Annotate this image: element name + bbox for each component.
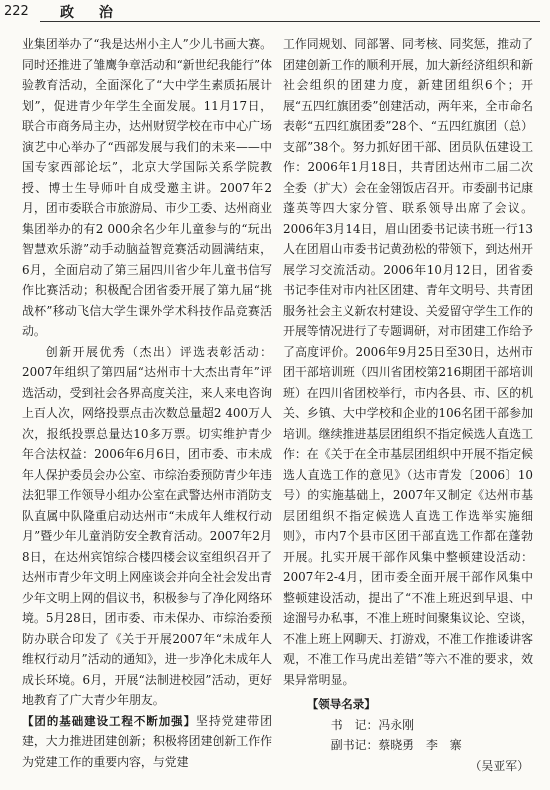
- section-paragraph: [22, 711, 272, 773]
- page-header: [4, 2, 540, 22]
- page-number: 222: [4, 4, 29, 19]
- section-text: 坚持党建带团建，大力推进团建创新；积极将团建创新工作作为党建工作的重要内容，与党建: [22, 713, 272, 769]
- paragraph: 创新开展优秀（杰出）评选表彰活动：2007年组织了第四届“达州市十大杰出青年”评选活动，受到社会各界高度关注，来人来电咨询上百人次，网络投票点击次数总量超2 400万人次，报纸投票总量达10多万票。切实维护青少年合法权益：2006年6月6日，团市委、市未成年人保护委员会办公室、市综治委预防青少年违法犯罪工作领导小组办公室在武警达州市消防支队直属中队隆重启动达州市“未成年人维权行动月”暨少年儿童消防安全教育活动。2007年2月8日，在达州宾馆综合楼四楼会议室组织召开了达州市青少年文明上网座谈会并向全社会发出青少年文明上网的倡议书，积极参与了净化网络环境。5月28日，团市委、市未保办、市综治委预防办联合印发了《关于开展2007年“未成年人维权行动月”活动的通知》，进一步净化未成年人成长环境。6月，开展“法制进校园”活动，更好地教育了广大青少年朋友。: [22, 344, 272, 707]
- author-credit: （吴亚军）: [469, 758, 529, 773]
- leader-names: 蔡晓勇 李 寨: [378, 738, 462, 752]
- left-column: [22, 34, 272, 779]
- header-rule: [40, 21, 540, 22]
- leader-names: 冯永刚: [378, 717, 415, 732]
- paragraph: 业集团举办了“我是达州小主人”少儿书画大赛。同时还推进了雏鹰争章活动和“新世纪我能行”体验教育活动，全面深化了“大中学生素质拓展计划”，促进青少年学生全面发展。11月17日，联合市商务局主办，达州财贸学校在市中心广场演艺中心举办了“西部发展与我们的未来——中国专家西部论坛”，北京大学国际关系学院教授、博士生导师叶自成受邀主讲。2007年2月，团市委联合市旅游局、市少工委、达州商业集团举办的有2 000余名少年儿童参与的“玩出智慧欢乐游”动手动脑益智竞赛活动圆满结束，6月，全面启动了第三届四川省少年儿童书信写作比赛活动；积极配合团省委开展了第九届“挑战杯”移动飞信大学生课外学术科技作品竞赛活动。: [22, 37, 272, 338]
- leader-role: 书 记：: [330, 717, 379, 732]
- leader-row: [283, 715, 533, 736]
- section-title: 政 治: [60, 5, 123, 21]
- leader-row: [283, 735, 533, 756]
- section-heading: 【团的基础建设工程不断加强】: [22, 713, 196, 728]
- right-column: [283, 34, 533, 779]
- leaders-heading: 【领导名录】: [306, 697, 376, 711]
- paragraph: 工作同规划、同部署、同考核、同奖惩，推动了团建创新工作的顺利开展，加大新经济组织和新社会组织的团建力度，新建团组织6个；开展“五四红旗团委”创建活动，两年来，全市命名表彰“五四红旗团委”28个、“五四红旗团（总）支部”38个。努力抓好团干部、团员队伍建设工作：2006年1月18日，共青团达州市二届二次全委（扩大）会在金翎饭店召开。市委副书记康蓬英等四大家分管、联系领导出席了会议。2006年3月14日，眉山团委书记读书班一行13人在团眉山市委书记黄劲松的带领下，到达州开展学习交流活动。2006年10月12日，团省委书记李佳对市内社区团建、青年文明号、共青团服务社会主义新农村建设、关爱留守学生工作的开展等情况进行了专题调研，对市团建工作给予了高度评价。2006年9月25日至30日，达州市团干部培训班（四川省团校第216期团干部培训班）在四川省团校举行，市内各县、市、区的机关、乡镇、大中学校和企业的106名团干部参加培训。继续推进基层团组织不指定候选人直选工作：在《关于在全市基层团组织中开展不指定候选人直选工作的意见》（达市青发〔2006〕10号）的实施基础上，2007年又制定《达州市基层团组织不指定候选人直选工作选举实施细则》，市内7个县市区团干部直选工作都在蓬勃开展。扎实开展干部作风集中整顿建设活动：2007年2-4月，团市委全面开展干部作风集中整顿建设活动，提出了“不准上班迟到早退、中途溜号办私事，不准上班时间聚集议论、空谈，不准上班上网聊天、打游戏，不准工作推诿讲客观，不准工作马虎出差错”等六不准的要求，效果异常明显。: [283, 37, 533, 687]
- leader-role: 副书记：: [330, 738, 379, 752]
